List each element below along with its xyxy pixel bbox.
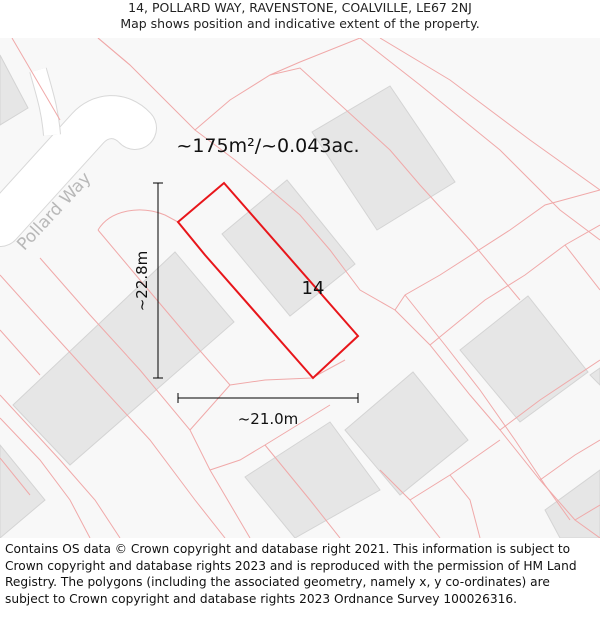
building xyxy=(0,445,45,538)
map-canvas[interactable] xyxy=(0,38,600,538)
building xyxy=(460,296,588,422)
copyright-footer xyxy=(5,541,597,607)
map-svg xyxy=(0,38,600,538)
copyright-text: Contains OS data © Crown copyright and database right 2021. This information is subject to Crown copyright and database rights 2023 and is reproduced with the permission of HM Land Registry. The polygons (including the associated geometry, namely x, y co-ordinates) are subject to Crown copyright and database rights 2023 Ordnance Survey 100026316. xyxy=(5,542,577,606)
plot-number-label: 14 xyxy=(301,278,325,299)
map-subtitle: Map shows position and indicative extent of the property. xyxy=(120,16,480,31)
area-label: ~175m²/~0.043ac. xyxy=(176,135,360,157)
building xyxy=(590,368,600,385)
width-measure-label: ~21.0m xyxy=(237,410,299,428)
building xyxy=(13,252,234,465)
width-measure-line xyxy=(178,393,358,403)
building xyxy=(0,55,28,125)
property-address: 14, POLLARD WAY, RAVENSTONE, COALVILLE, LE67 2NJ xyxy=(128,0,472,15)
map-header xyxy=(0,0,600,38)
building xyxy=(312,86,455,230)
street-name-label: Pollard Way xyxy=(13,168,96,255)
building xyxy=(545,470,600,538)
height-measure-label: ~22.8m xyxy=(133,250,151,312)
